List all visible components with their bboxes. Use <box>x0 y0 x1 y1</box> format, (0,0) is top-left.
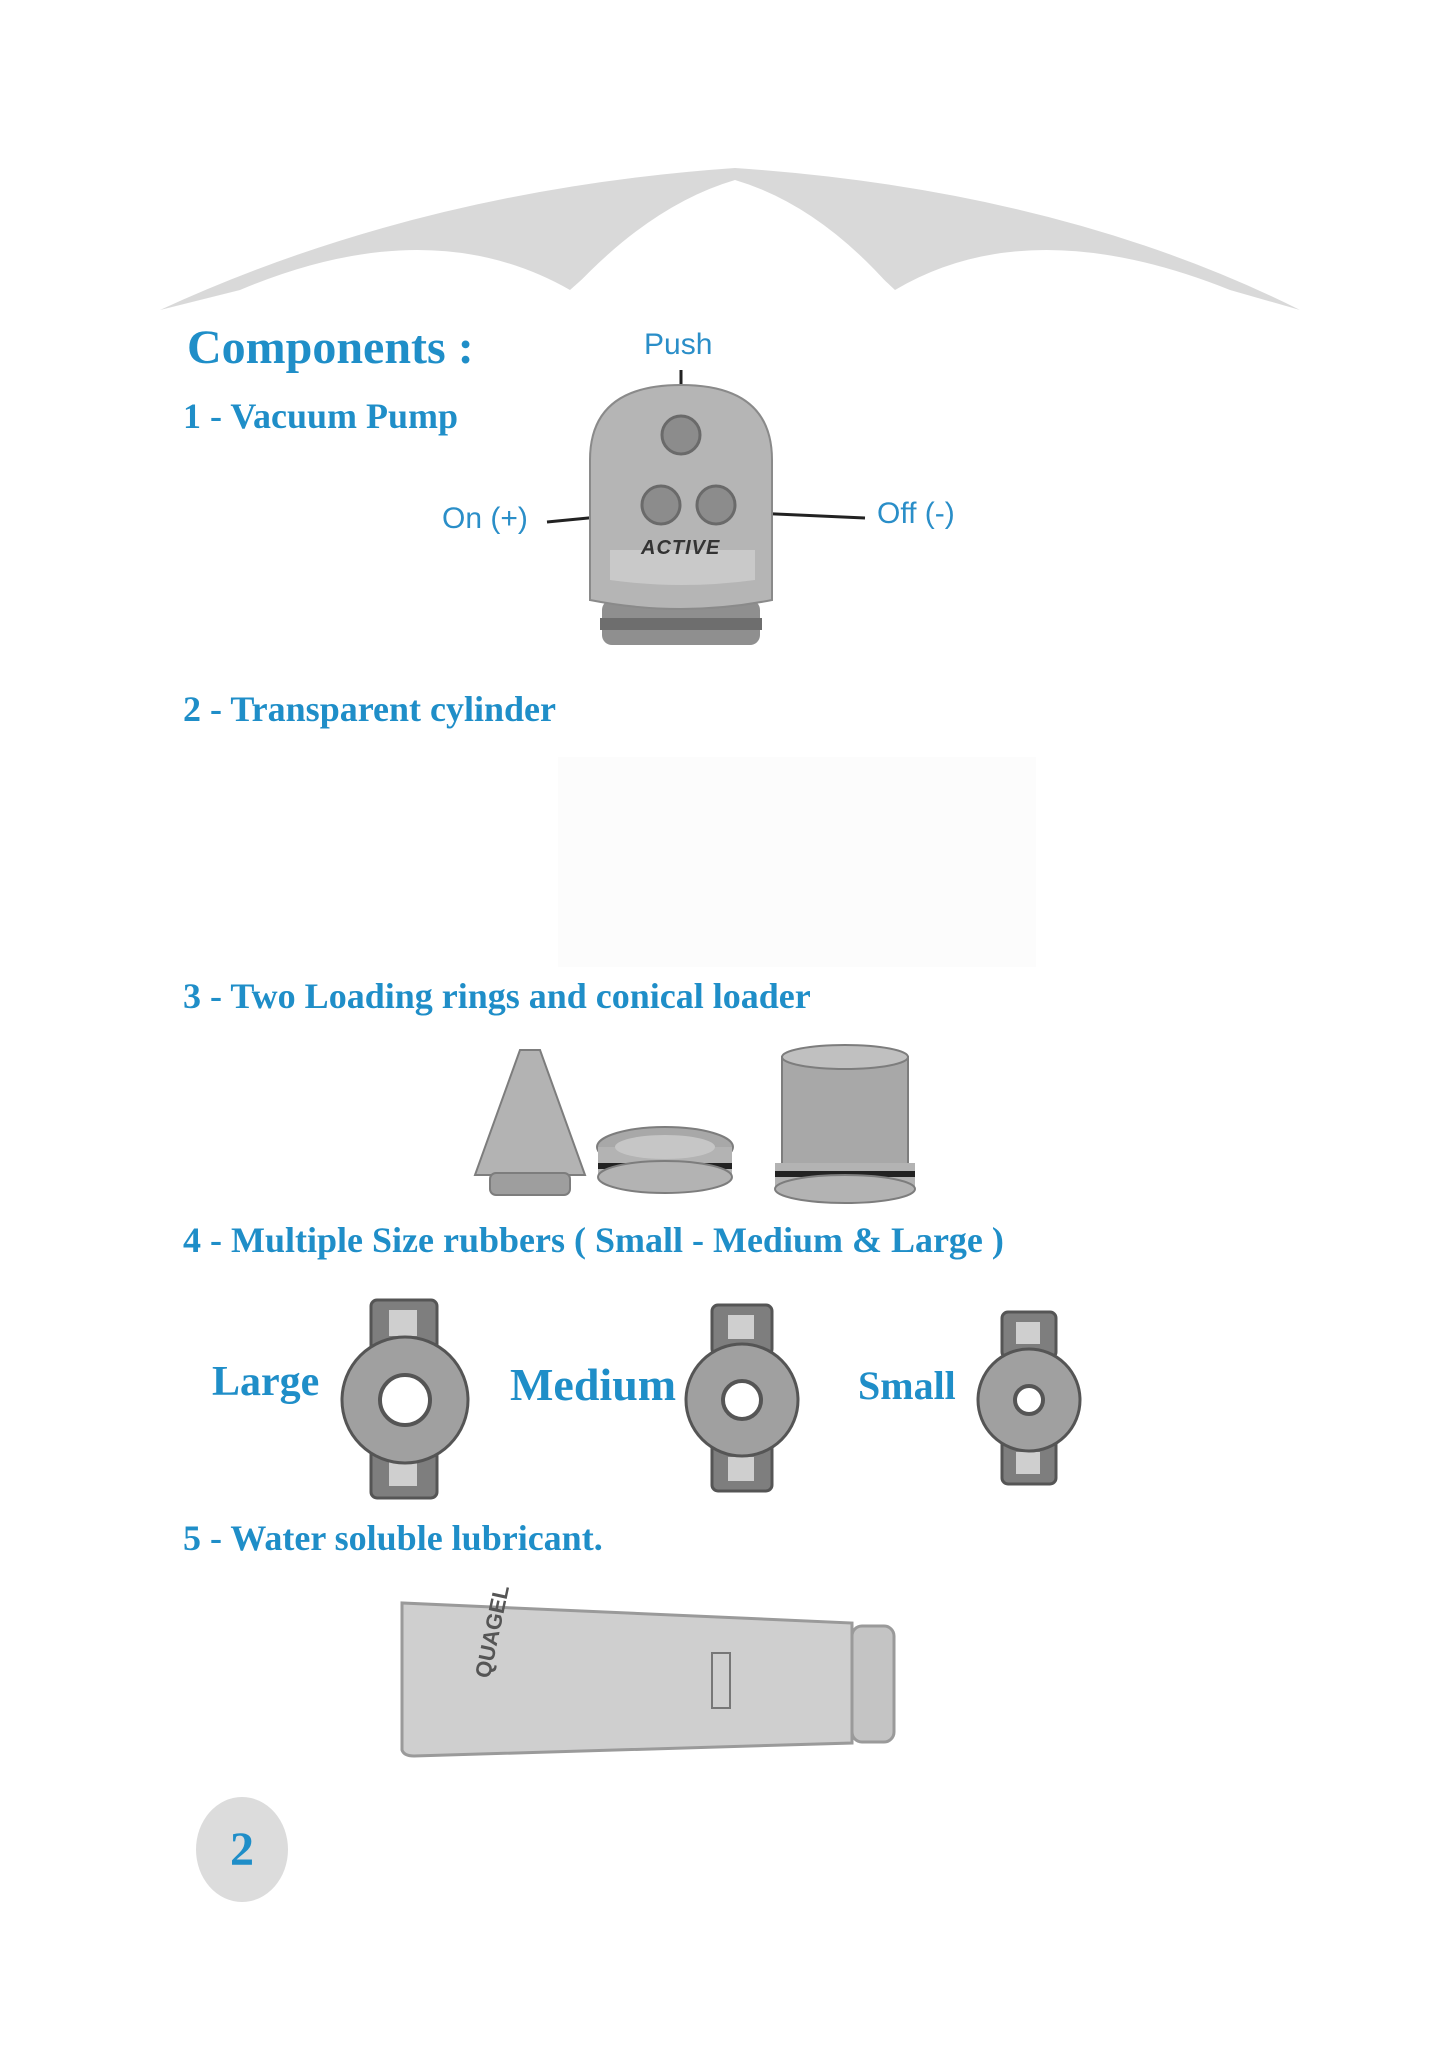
page-number: 2 <box>230 1823 254 1876</box>
large-label: Large <box>212 1359 320 1405</box>
page-number-badge <box>196 1797 288 1902</box>
loading-rings-image <box>470 1045 970 1215</box>
rubber-small-image <box>970 1312 1090 1487</box>
lubricant-brand-text: QUAGEL <box>470 1582 515 1681</box>
page-title: Components : <box>187 321 474 374</box>
component-3-heading: 3 - Two Loading rings and conical loader <box>183 976 811 1016</box>
component-5-heading: 5 - Water soluble lubricant. <box>183 1518 603 1558</box>
off-callout: Off (-) <box>877 497 955 530</box>
component-1-heading: 1 - Vacuum Pump <box>183 396 459 436</box>
rubber-medium-image <box>680 1305 810 1495</box>
medium-label: Medium <box>510 1359 677 1410</box>
header-umbrella-graphic <box>0 0 1450 320</box>
rubber-large-image <box>335 1300 485 1500</box>
component-4-heading: 4 - Multiple Size rubbers ( Small - Medium & Large ) <box>183 1220 1004 1260</box>
vacuum-pump-image <box>540 350 940 670</box>
transparent-cylinder-image <box>558 757 1036 967</box>
push-callout: Push <box>644 328 713 361</box>
lubricant-tube-image <box>392 1598 912 1768</box>
on-callout: On (+) <box>442 502 528 535</box>
small-label: Small <box>858 1363 956 1408</box>
component-2-heading: 2 - Transparent cylinder <box>183 689 557 729</box>
pump-brand-logo: ACTIVE <box>641 537 721 559</box>
